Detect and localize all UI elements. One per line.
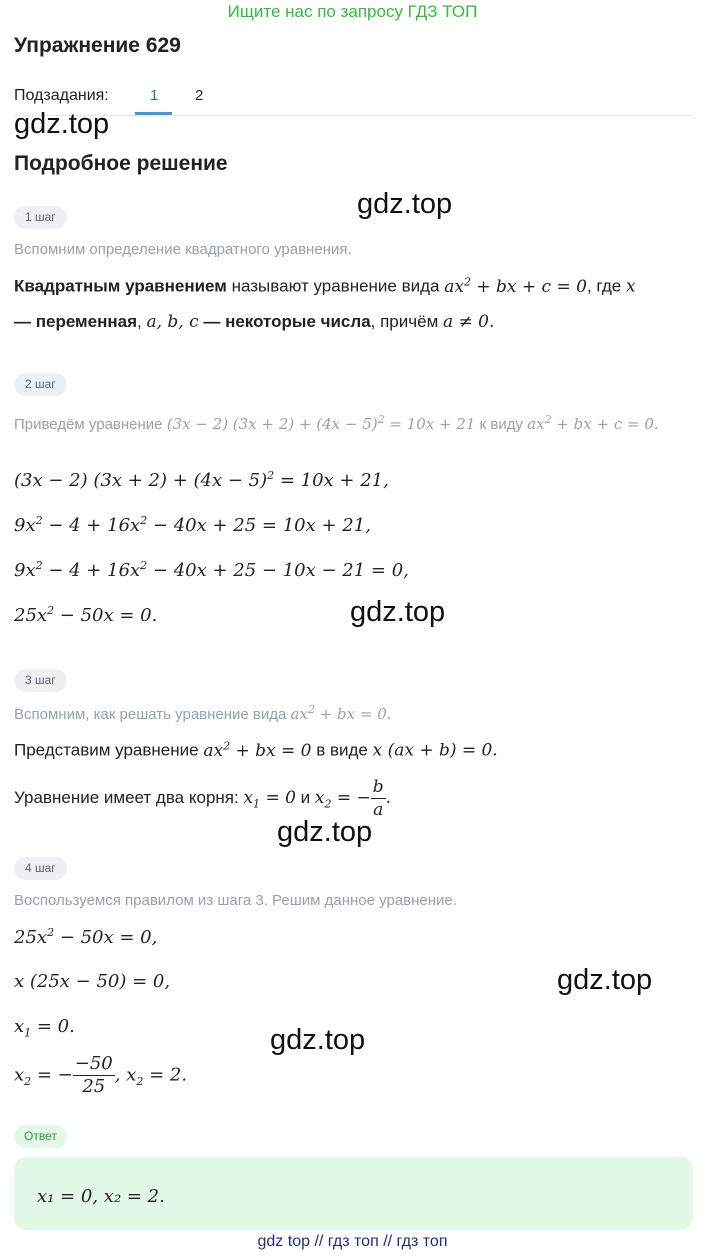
- formula: x: [625, 276, 636, 297]
- step-hint: Вспомним определение квадратного уравнения.: [14, 241, 352, 258]
- watermark: gdz.top: [270, 1024, 366, 1056]
- equation-line: $x_2$ = − $\frac{-50}{25}$ , $x_2 = 2$.: [14, 1053, 188, 1097]
- subtasks-label: Подзадания:: [14, 87, 109, 104]
- equation-line: $25x^2 - 50x = 0$.: [14, 604, 158, 626]
- roots-line: [14, 776, 391, 821]
- footer-separator: //: [314, 1233, 324, 1250]
- definition-line-2: — переменная, a, b, c — некоторые числа, причём a ≠ 0.: [14, 312, 495, 332]
- formula: $x_2$ = − $\frac{b}{a}$ .: [314, 777, 392, 820]
- definition-line-1: [14, 275, 636, 297]
- definition-then: , причём: [370, 312, 439, 331]
- tab-subtask-2[interactable]: 2: [195, 87, 204, 104]
- step-hint: Воспользуемся правилом из шага 3. Решим данное уравнение.: [14, 892, 457, 909]
- footer-link[interactable]: гдз топ: [327, 1233, 379, 1250]
- formula: x (ax + b) = 0.: [372, 740, 498, 761]
- equation-line: $9x^2 - 4 + 16x^2 - 40x + 25 = 10x + 21$,: [14, 514, 371, 536]
- formula: a ≠ 0.: [443, 312, 495, 332]
- equation-line: $9x^2 - 4 + 16x^2 - 40x + 25 - 10x - 21 = 0$,: [14, 559, 409, 581]
- step-hint: [14, 703, 392, 723]
- formula: a, b, c: [146, 312, 199, 332]
- tabs-divider: [14, 115, 694, 116]
- step-badge: 2 шаг: [14, 373, 67, 396]
- answer-badge: Ответ: [14, 1125, 67, 1148]
- watermark: gdz.top: [357, 188, 453, 220]
- step-badge: 3 шаг: [14, 669, 67, 692]
- equation-line: $x_1 = 0$.: [14, 1016, 75, 1040]
- equation-line: (3x − 2) $(3x + 2) + (4x - 5)^2 = 10x + 21$,: [14, 469, 389, 491]
- formula: $ax^2$ + bx = 0: [203, 739, 312, 761]
- equation-line: $25x^2 - 50x = 0$,: [14, 926, 158, 948]
- definition-numbers: — некоторые числа: [203, 312, 371, 331]
- text: Представим уравнение: [14, 740, 199, 760]
- promo-banner[interactable]: Ищите нас по запросу ГДЗ ТОП: [227, 2, 478, 21]
- definition-term: Квадратным уравнением: [14, 276, 227, 296]
- watermark: gdz.top: [557, 964, 653, 996]
- definition-text: называют уравнение вида: [231, 276, 440, 296]
- present-line: [14, 739, 498, 761]
- formula: $x_1 = 0$: [243, 788, 296, 811]
- watermark: gdz.top: [14, 108, 110, 140]
- hint-text: к виду: [479, 416, 523, 433]
- formula: $ax^2$ + bx = 0.: [290, 703, 392, 723]
- step-badge: 1 шаг: [14, 206, 67, 229]
- watermark: gdz.top: [277, 816, 373, 848]
- definition-where: , где: [586, 276, 622, 296]
- footer-link[interactable]: gdz top: [257, 1233, 310, 1250]
- tab-subtask-1[interactable]: 1: [150, 87, 159, 104]
- text: и: [300, 788, 311, 807]
- answer-value: x₁ = 0, x₂ = 2.: [37, 1186, 165, 1207]
- equation-line: x (25x − 50) = 0,: [14, 971, 171, 992]
- definition-variable: — переменная: [14, 312, 138, 331]
- formula: $ax^2$ + bx + c = 0: [444, 275, 587, 297]
- hint-text: Приведём уравнение: [14, 416, 163, 433]
- footer-separator: //: [383, 1233, 393, 1250]
- footer-links: [0, 1233, 705, 1251]
- page-title: Упражнение 629: [14, 34, 181, 57]
- text: Уравнение имеет два корня:: [14, 788, 239, 807]
- step-hint: [14, 408, 684, 437]
- step-badge: 4 шаг: [14, 857, 67, 880]
- solution-heading: Подробное решение: [14, 152, 228, 175]
- formula: $ax^2$ + bx + c = 0.: [527, 413, 659, 433]
- text: в виде: [316, 740, 368, 760]
- footer-link[interactable]: гдз топ: [396, 1233, 448, 1250]
- watermark: gdz.top: [350, 596, 446, 628]
- hint-text: Вспомним, как решать уравнение вида: [14, 706, 287, 723]
- formula: (3x − 2) $(3x + 2) + (4x - 5)^2 = 10x + 21$: [166, 413, 476, 433]
